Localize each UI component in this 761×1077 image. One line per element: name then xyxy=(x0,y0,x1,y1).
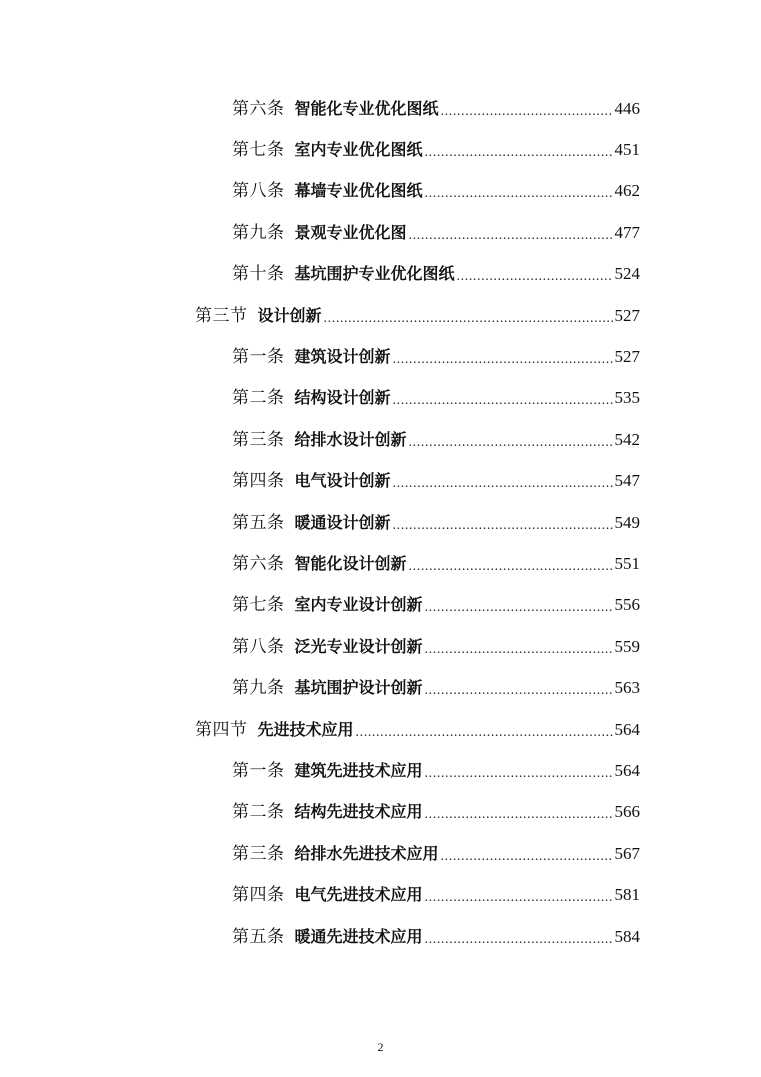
toc-entry-number: 第七条 xyxy=(232,140,285,161)
toc-entry-page: 564 xyxy=(614,760,640,780)
toc-entry[interactable] xyxy=(0,378,640,419)
toc-leader-dots xyxy=(425,184,613,204)
table-of-contents xyxy=(0,88,761,957)
toc-entry-number: 第六条 xyxy=(232,98,285,119)
toc-leader-dots xyxy=(441,847,613,867)
toc-entry-title: 基坑围护专业优化图纸 xyxy=(294,264,455,284)
toc-leader-dots xyxy=(425,143,613,163)
toc-entry-page: 524 xyxy=(614,264,640,284)
toc-entry-number: 第四节 xyxy=(195,719,248,740)
toc-leader-dots xyxy=(393,516,613,536)
toc-entry[interactable] xyxy=(0,833,640,874)
toc-entry-title: 智能化专业优化图纸 xyxy=(294,98,439,118)
toc-entry-title: 建筑先进技术应用 xyxy=(294,760,423,780)
toc-section-entry[interactable] xyxy=(0,295,640,336)
toc-entry-title: 基坑围护设计创新 xyxy=(294,678,423,698)
toc-entry-number: 第四条 xyxy=(232,471,285,492)
toc-leader-dots xyxy=(425,888,613,908)
toc-entry[interactable] xyxy=(0,750,640,791)
toc-entry-title: 结构先进技术应用 xyxy=(294,802,423,822)
toc-entry[interactable] xyxy=(0,502,640,543)
toc-entry[interactable] xyxy=(0,254,640,295)
toc-entry[interactable] xyxy=(0,585,640,626)
page-number: 2 xyxy=(377,1040,384,1054)
toc-entry-number: 第二条 xyxy=(232,802,285,823)
toc-entry-title: 建筑设计创新 xyxy=(294,347,391,367)
toc-entry-page: 584 xyxy=(614,926,640,946)
toc-entry-page: 477 xyxy=(614,222,640,242)
toc-leader-dots xyxy=(409,557,613,577)
toc-leader-dots xyxy=(425,598,613,618)
toc-entry-title: 给排水先进技术应用 xyxy=(294,843,439,863)
toc-entry-number: 第九条 xyxy=(232,678,285,699)
toc-entry-number: 第六条 xyxy=(232,553,285,574)
toc-entry-title: 设计创新 xyxy=(257,305,322,325)
toc-entry-page: 451 xyxy=(614,140,640,160)
toc-entry-title: 结构设计创新 xyxy=(294,388,391,408)
toc-entry[interactable] xyxy=(0,461,640,502)
toc-entry-title: 幕墙专业优化图纸 xyxy=(294,181,423,201)
toc-entry-page: 547 xyxy=(614,471,640,491)
toc-leader-dots xyxy=(393,391,613,411)
toc-entry[interactable] xyxy=(0,792,640,833)
toc-entry-number: 第一条 xyxy=(232,347,285,368)
toc-leader-dots xyxy=(425,930,613,950)
toc-entry-page: 556 xyxy=(614,595,640,615)
toc-leader-dots xyxy=(441,102,613,122)
toc-entry-number: 第三节 xyxy=(195,305,248,326)
toc-entry-title: 室内专业优化图纸 xyxy=(294,140,423,160)
toc-entry-page: 564 xyxy=(614,719,640,739)
toc-entry-page: 446 xyxy=(614,98,640,118)
toc-entry-title: 泛光专业设计创新 xyxy=(294,636,423,656)
toc-leader-dots xyxy=(425,805,613,825)
toc-entry-number: 第七条 xyxy=(232,595,285,616)
toc-entry-page: 581 xyxy=(614,885,640,905)
toc-leader-dots xyxy=(425,681,613,701)
toc-entry-number: 第八条 xyxy=(232,181,285,202)
toc-entry-title: 电气设计创新 xyxy=(294,471,391,491)
toc-entry-page: 527 xyxy=(614,305,640,325)
toc-entry-number: 第十条 xyxy=(232,264,285,285)
toc-leader-dots xyxy=(425,764,613,784)
toc-section-entry[interactable] xyxy=(0,709,640,750)
toc-entry-page: 559 xyxy=(614,636,640,656)
toc-entry[interactable] xyxy=(0,626,640,667)
toc-entry[interactable] xyxy=(0,129,640,170)
toc-entry-page: 462 xyxy=(614,181,640,201)
toc-entry-number: 第三条 xyxy=(232,429,285,450)
toc-entry-title: 电气先进技术应用 xyxy=(294,885,423,905)
toc-leader-dots xyxy=(356,723,613,743)
toc-entry[interactable] xyxy=(0,336,640,377)
toc-leader-dots xyxy=(409,433,613,453)
toc-entry-title: 暖通设计创新 xyxy=(294,512,391,532)
toc-entry-title: 暖通先进技术应用 xyxy=(294,926,423,946)
toc-entry-number: 第二条 xyxy=(232,388,285,409)
toc-leader-dots xyxy=(425,640,613,660)
toc-entry-title: 先进技术应用 xyxy=(257,719,354,739)
toc-entry[interactable] xyxy=(0,667,640,708)
toc-leader-dots xyxy=(409,226,613,246)
toc-entry-page: 566 xyxy=(614,802,640,822)
toc-entry-number: 第五条 xyxy=(232,512,285,533)
toc-entry-page: 551 xyxy=(614,553,640,573)
toc-leader-dots xyxy=(393,474,613,494)
toc-leader-dots xyxy=(324,309,613,329)
toc-entry-number: 第五条 xyxy=(232,926,285,947)
toc-entry-number: 第四条 xyxy=(232,885,285,906)
toc-entry-number: 第一条 xyxy=(232,760,285,781)
toc-entry[interactable] xyxy=(0,88,640,129)
toc-entry[interactable] xyxy=(0,171,640,212)
toc-entry-page: 567 xyxy=(614,843,640,863)
toc-entry[interactable] xyxy=(0,543,640,584)
toc-entry-page: 549 xyxy=(614,512,640,532)
toc-entry[interactable] xyxy=(0,874,640,915)
toc-entry-title: 室内专业设计创新 xyxy=(294,595,423,615)
toc-leader-dots xyxy=(457,267,613,287)
toc-entry-title: 景观专业优化图 xyxy=(294,222,407,242)
toc-entry-title: 智能化设计创新 xyxy=(294,553,407,573)
toc-entry-number: 第三条 xyxy=(232,843,285,864)
toc-entry-number: 第九条 xyxy=(232,222,285,243)
toc-entry-page: 527 xyxy=(614,347,640,367)
toc-entry-title: 给排水设计创新 xyxy=(294,429,407,449)
toc-entry[interactable] xyxy=(0,916,640,957)
toc-entry[interactable] xyxy=(0,419,640,460)
toc-entry-page: 542 xyxy=(614,429,640,449)
toc-entry-number: 第八条 xyxy=(232,636,285,657)
toc-leader-dots xyxy=(393,350,613,370)
toc-entry[interactable] xyxy=(0,212,640,253)
toc-entry-page: 563 xyxy=(614,678,640,698)
toc-entry-page: 535 xyxy=(614,388,640,408)
